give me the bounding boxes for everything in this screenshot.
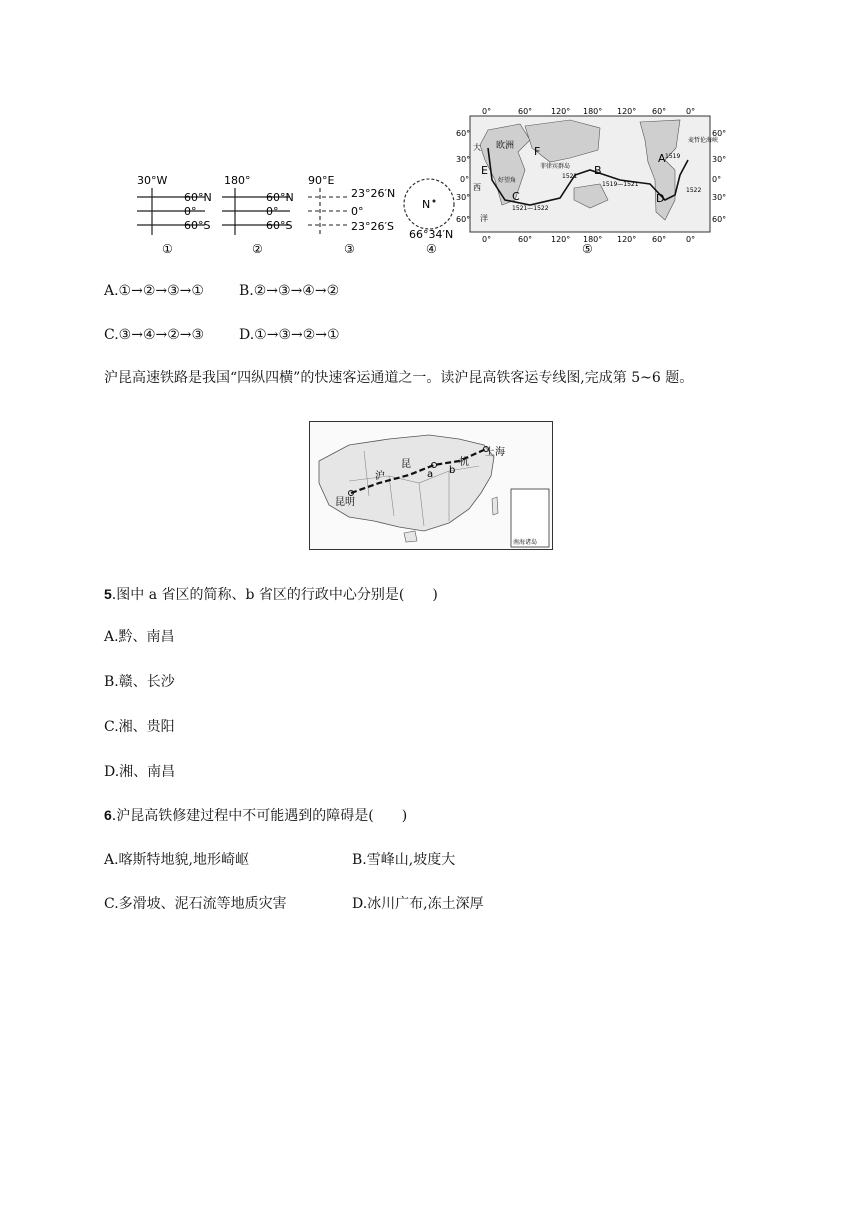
map-5-tick-right-5: 60° bbox=[712, 215, 727, 224]
map-5-letter-a: A bbox=[658, 152, 666, 165]
map-5-tick-top-2: 60° bbox=[518, 107, 533, 116]
grid-4 bbox=[404, 179, 454, 256]
grid-2 bbox=[222, 174, 294, 256]
grid-4-bottom-label: 66°34′N bbox=[409, 228, 454, 241]
grid-3-top-label: 90°E bbox=[308, 174, 335, 187]
map-5-tick-top-3: 120° bbox=[551, 107, 571, 116]
q6-option-d: D.冰川广布,冻土深厚 bbox=[352, 896, 484, 912]
map-5-tick-bottom-1: 0° bbox=[482, 235, 492, 244]
grid-1-number: ① bbox=[162, 242, 173, 256]
grid-3 bbox=[308, 174, 395, 256]
map-5-tick-left-2: 30° bbox=[456, 155, 471, 164]
map-5-place-3: 西 bbox=[473, 183, 481, 192]
map-5-tick-top-4: 180° bbox=[583, 107, 603, 116]
q5-option-a: A.黔、南昌 bbox=[104, 629, 175, 645]
q6-option-b: B.雪峰山,坡度大 bbox=[352, 852, 456, 868]
map-5-letter-f: F bbox=[534, 145, 541, 158]
grid-2-label-3: 60°S bbox=[266, 219, 293, 232]
map-5-tick-left-5: 60° bbox=[456, 215, 471, 224]
china-map-label-3: 昆 bbox=[401, 459, 411, 470]
grid-4-center-label: N bbox=[422, 198, 431, 211]
map-5-tick-bottom-6: 60° bbox=[652, 235, 667, 244]
map-5-tick-left-4: 30° bbox=[456, 193, 471, 202]
map-5-letter-c: C bbox=[512, 190, 520, 203]
china-map-label-7: 昆明 bbox=[335, 497, 355, 508]
map-5-place-6: 菲律宾群岛 bbox=[540, 163, 571, 170]
china-map-label-8: 南海诸岛 bbox=[513, 539, 538, 546]
map-5-tick-bottom-2: 60° bbox=[518, 235, 533, 244]
china-map-label-2: 杭 bbox=[459, 457, 469, 468]
map-5-tick-right-2: 30° bbox=[712, 155, 727, 164]
grid-2-label-1: 60°N bbox=[266, 191, 294, 204]
q4-option-a: A.①→②→③→① bbox=[104, 283, 204, 299]
map-5-tick-top-6: 60° bbox=[652, 107, 667, 116]
grid-3-label-2: 0° bbox=[351, 205, 364, 218]
q5-option-d: D.湘、南昌 bbox=[104, 764, 176, 780]
map-5-tick-right-1: 60° bbox=[712, 129, 727, 138]
grid-4-number: ④ bbox=[426, 242, 437, 256]
grid-1-label-2: 0° bbox=[184, 205, 197, 218]
map-5-tick-top-5: 120° bbox=[617, 107, 637, 116]
map-5-route-label-5: 1522 bbox=[686, 187, 702, 194]
q5-option-c: C.湘、贵阳 bbox=[104, 719, 175, 735]
map-5-letter-e: E bbox=[481, 164, 488, 177]
q6-stem bbox=[104, 805, 407, 826]
taiwan-island bbox=[492, 497, 498, 515]
map-5-place-2: 欧洲 bbox=[496, 141, 515, 151]
q5-number: 5 bbox=[104, 586, 112, 602]
map-5-place-5: 好望角 bbox=[498, 177, 517, 184]
map-5-place-7: 麦哲伦海峡 bbox=[688, 137, 719, 144]
map-5-tick-bottom-4: 180° bbox=[583, 235, 603, 244]
map-5-route-label-2: 1521 bbox=[562, 173, 578, 180]
china-map-label-6: 沪 bbox=[375, 471, 385, 482]
grid-1-label-3: 60°S bbox=[184, 219, 211, 232]
q4-option-b: B.②→③→④→② bbox=[239, 283, 340, 299]
china-map-label-4: a bbox=[427, 469, 434, 480]
q5-stem bbox=[104, 584, 438, 605]
map-5-tick-bottom-7: 0° bbox=[686, 235, 696, 244]
map-5-place-1: 大 bbox=[473, 143, 481, 152]
map-5-tick-top-1: 0° bbox=[482, 107, 492, 116]
q6-option-c: C.多滑坡、泥石流等地质灾害 bbox=[104, 896, 287, 912]
map-5-place-4: 洋 bbox=[480, 214, 488, 223]
latitude-grid-figures bbox=[100, 100, 727, 265]
grid-1-label-1: 60°N bbox=[184, 191, 212, 204]
world-map-magellan bbox=[456, 107, 726, 256]
grid-2-label-2: 0° bbox=[266, 205, 279, 218]
map-5-letter-d: D bbox=[656, 192, 665, 205]
map-5-number: ⑤ bbox=[582, 242, 593, 256]
q5-option-b: B.赣、长沙 bbox=[104, 674, 175, 690]
map-5-tick-left-3: 0° bbox=[460, 175, 470, 184]
shanghai-kunming-railway-map bbox=[309, 421, 553, 551]
q4-option-d: D.①→③→②→① bbox=[239, 327, 340, 343]
map-5-tick-bottom-5: 120° bbox=[617, 235, 637, 244]
q4-option-c: C.③→④→②→③ bbox=[104, 327, 205, 343]
grid-1-top-label: 30°W bbox=[137, 174, 168, 187]
china-map-label-5: b bbox=[449, 465, 456, 476]
map-5-tick-right-4: 30° bbox=[712, 193, 727, 202]
grid-3-number: ③ bbox=[344, 242, 355, 256]
map-5-tick-left-1: 60° bbox=[456, 129, 471, 138]
map-5-route-label-4: 1521—1522 bbox=[512, 205, 549, 212]
q5-stem-text: .图中 a 省区的简称、b 省区的行政中心分别是( ) bbox=[111, 587, 438, 603]
grid-2-number: ② bbox=[252, 242, 263, 256]
hainan-island bbox=[404, 531, 417, 542]
grid-1 bbox=[137, 174, 212, 256]
grid-3-label-3: 23°26′S bbox=[351, 220, 394, 233]
map-5-tick-right-3: 0° bbox=[712, 175, 722, 184]
grid-3-label-1: 23°26′N bbox=[351, 187, 396, 200]
china-map-label-1: 上海 bbox=[485, 447, 505, 458]
map-5-letter-b: B bbox=[594, 164, 602, 177]
section-intro: 沪昆高速铁路是我国“四纵四横”的快速客运通道之一。读沪昆高铁客运专线图,完成第 5~6 题。 bbox=[104, 370, 694, 386]
map-5-route-label-3: 1519—1521 bbox=[602, 181, 639, 188]
q6-number: 6 bbox=[104, 807, 112, 823]
map-5-tick-bottom-3: 120° bbox=[551, 235, 571, 244]
map-5-route-label-1: 1519 bbox=[665, 153, 681, 160]
q6-stem-text: .沪昆高铁修建过程中不可能遇到的障碍是( ) bbox=[111, 808, 408, 824]
grid-2-top-label: 180° bbox=[224, 174, 251, 187]
q6-option-a: A.喀斯特地貌,地形崎岖 bbox=[104, 852, 250, 868]
map-5-tick-top-7: 0° bbox=[686, 107, 696, 116]
